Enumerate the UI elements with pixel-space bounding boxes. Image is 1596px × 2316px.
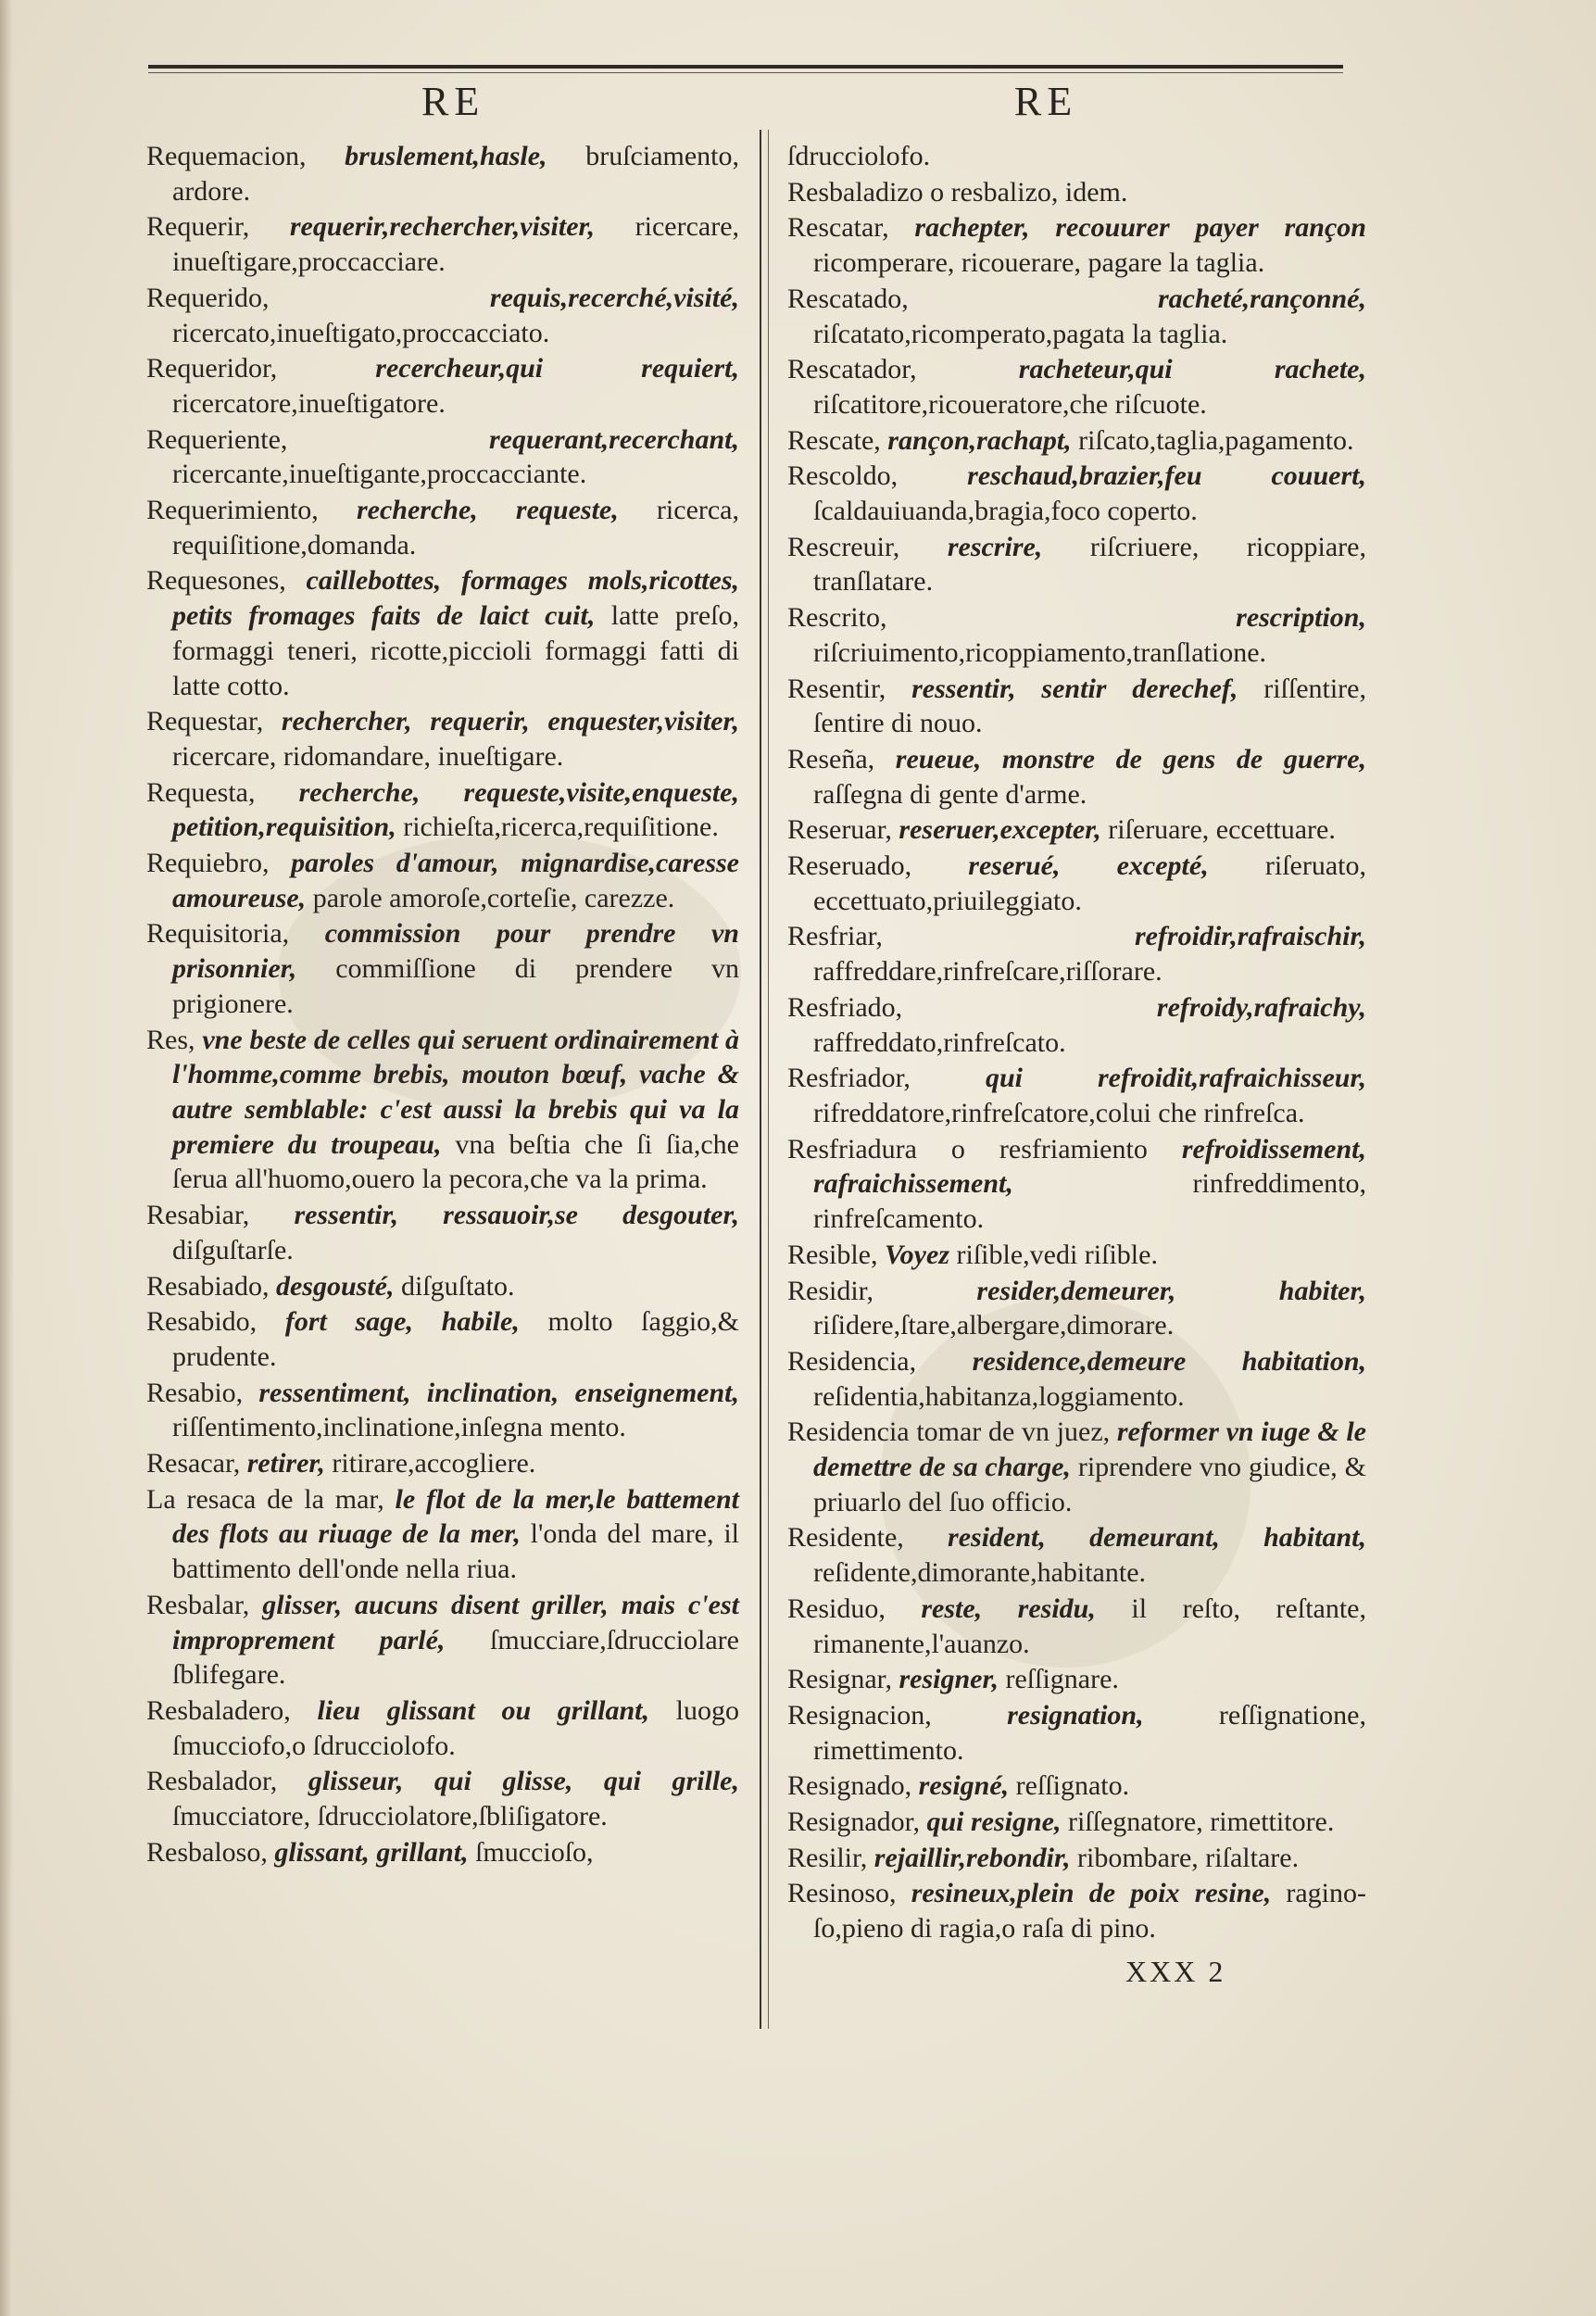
running-head-right: RE <box>1014 79 1078 124</box>
french-gloss: retirer, <box>246 1448 325 1479</box>
french-gloss: rejaillir,rebondir, <box>873 1842 1071 1873</box>
french-gloss: bruslement,hasle, <box>345 141 547 171</box>
page-edge <box>0 0 13 2316</box>
headword: Residente, <box>787 1522 904 1554</box>
dictionary-entry <box>146 281 739 350</box>
french-gloss: rescrire, <box>947 531 1043 562</box>
italian-gloss: ricercato,inueſtigato,proccacciato. <box>172 317 550 348</box>
french-gloss: desgousté, <box>275 1270 395 1302</box>
headword: Requesones, <box>146 565 286 597</box>
italian-gloss: reſidentia,habitanza,loggiamento. <box>813 1380 1185 1412</box>
dictionary-entry <box>146 139 739 208</box>
italian-gloss: diſguſtarſe. <box>172 1234 294 1265</box>
headword: Requesta, <box>146 776 256 808</box>
headword: Residuo, <box>787 1592 886 1624</box>
headword: Resinoso, <box>787 1878 897 1909</box>
french-gloss: rachepter, recouurer payer rançon <box>914 212 1366 244</box>
italian-gloss: riſcatitore,ricoueratore,che riſcuote. <box>813 388 1207 420</box>
italian-gloss: reſſignare. <box>1005 1664 1119 1695</box>
french-gloss: resigner, <box>899 1664 999 1695</box>
italian-gloss: ribombare, riſaltare. <box>1077 1842 1300 1873</box>
italian-gloss: riſcato,taglia,pagamento. <box>1078 424 1354 456</box>
italian-gloss: bruſciamento, ardore. <box>172 141 740 207</box>
headword: Resbaladero, <box>146 1694 291 1726</box>
italian-gloss: commiſſione di prendere vn prigionere. <box>172 953 739 1019</box>
french-gloss: resident, demeurant, habitant, <box>948 1522 1367 1554</box>
headword: Resacar, <box>146 1448 241 1479</box>
headword: Rescatado, <box>787 283 909 314</box>
dictionary-entry <box>787 1274 1366 1343</box>
italian-gloss: l'onda del mare, il battimento dell'onde nella riua. <box>172 1518 739 1585</box>
french-gloss: glisser, aucuns disent griller, mais c'est improprement parlé, <box>172 1589 740 1655</box>
french-gloss: qui refroidit,rafraichisseur, <box>985 1063 1367 1094</box>
french-gloss: le flot de la mer,le battement des flots au riuage de la mer, <box>172 1483 740 1550</box>
headword: Requeridor, <box>146 353 278 384</box>
french-gloss: glisseur, qui glisse, qui grille, <box>308 1766 739 1797</box>
italian-gloss: reſidente,dimorante,habitante. <box>813 1557 1147 1589</box>
dictionary-entry <box>146 209 739 279</box>
right-column <box>787 139 1366 1947</box>
dictionary-entry <box>787 849 1366 918</box>
headword: Resabio, <box>146 1377 244 1408</box>
italian-gloss: riprendere vno giudice, & priuarlo del ſuo officio. <box>813 1452 1367 1517</box>
french-gloss: fort sage, habile, <box>284 1306 520 1338</box>
italian-gloss: raſſegna di gente d'arme. <box>813 778 1087 810</box>
headword: Resbaloso, <box>146 1836 268 1868</box>
dictionary-entry <box>787 1841 1366 1876</box>
dictionary-entry <box>787 175 1366 210</box>
italian-gloss: riſcriuere, ricoppiare, tranſlatare. <box>813 531 1366 598</box>
french-gloss: reschaud,brazier,feu couuert, <box>967 460 1366 492</box>
dictionary-entry <box>787 990 1366 1060</box>
headword: Resbalar, <box>146 1589 250 1620</box>
dictionary-entry <box>787 423 1366 459</box>
headword: Rescatar, <box>787 212 889 244</box>
french-gloss: glissant, grillant, <box>274 1836 469 1868</box>
dictionary-entry <box>787 282 1366 351</box>
headword: Rescreuir, <box>787 531 900 562</box>
italian-gloss: molto ſaggio,& prudente. <box>172 1306 739 1372</box>
french-gloss: reseruer,excepter, <box>899 814 1101 846</box>
italian-gloss: ſdrucciolofo. <box>787 141 931 171</box>
dictionary-entry <box>787 1132 1366 1237</box>
dictionary-entry <box>787 210 1366 280</box>
headword: Requisitoria, <box>146 918 290 950</box>
dictionary-entry <box>146 1376 739 1445</box>
italian-gloss: reſſignatione, rimettimento. <box>813 1699 1367 1766</box>
headword: Resfriador, <box>787 1063 911 1094</box>
headword: Reseña, <box>787 743 875 774</box>
headword: Resignar, <box>787 1664 892 1695</box>
french-gloss: commission pour prendre vn prisonnier, <box>172 918 739 985</box>
dictionary-entry <box>146 1835 739 1870</box>
signature-mark: XXX 2 <box>1125 1955 1226 1988</box>
french-gloss: requerant,recerchant, <box>489 423 739 455</box>
italian-gloss: raffreddare,rinfreſcare,riſſorare. <box>813 956 1162 988</box>
italian-gloss: ſmucciare,ſdrucciolare ſblifegare. <box>172 1624 739 1691</box>
dictionary-entry <box>787 600 1366 670</box>
italian-gloss: raffreddato,rinfreſcato. <box>813 1026 1066 1058</box>
italian-gloss: diſguſtato. <box>400 1270 515 1302</box>
dictionary-entry <box>787 1698 1366 1768</box>
italian-gloss: ſcaldauiuanda,bragia,foco coperto. <box>813 496 1198 527</box>
headword: Resfriadura o resfriamiento <box>787 1133 1148 1164</box>
running-head-left: RE <box>421 79 485 124</box>
headword: Residencia tomar de vn juez, <box>787 1416 1111 1448</box>
italian-gloss: ricercare, inueſtigare,proccacciare. <box>172 211 740 278</box>
headword: Resignacion, <box>787 1699 932 1731</box>
dictionary-entry <box>787 1592 1366 1661</box>
dictionary-entry <box>787 1415 1366 1519</box>
french-gloss: refroidir,rafraischir, <box>1134 921 1366 952</box>
dictionary-entry <box>787 352 1366 422</box>
dictionary-entry <box>787 672 1366 741</box>
headword: Requerir, <box>146 211 250 243</box>
dictionary-entry <box>146 351 739 421</box>
french-gloss: reste, residu, <box>921 1592 1096 1624</box>
top-rule <box>148 65 1343 69</box>
headword: Resignado, <box>787 1770 912 1802</box>
headword: Reseruado, <box>787 850 912 882</box>
headword: Rescoldo, <box>787 460 899 492</box>
dictionary-entry <box>787 139 1366 174</box>
column-divider <box>760 130 761 2029</box>
italian-gloss: rifreddatore,rinfreſcatore,colui che rinfreſca. <box>813 1097 1305 1128</box>
french-gloss: residence,demeure habitation, <box>972 1345 1367 1377</box>
headword: Resbaladizo o resbalizo, <box>787 176 1059 208</box>
italian-gloss: riſſentire, ſentire di nouo. <box>813 673 1366 739</box>
french-gloss: resigné, <box>918 1770 1010 1802</box>
left-column <box>146 139 739 1870</box>
italian-gloss: parole amoroſe,corteſie, carezze. <box>312 882 675 913</box>
headword: Rescrito, <box>787 602 887 634</box>
italian-gloss: idem. <box>1064 176 1128 208</box>
italian-gloss: ricercante,inueſtigante,proccacciante. <box>172 459 587 490</box>
dictionary-entry <box>146 563 739 703</box>
italian-gloss: luogo ſmucciofo,o ſdrucciolofo. <box>172 1694 739 1761</box>
dictionary-entry <box>787 459 1366 528</box>
french-gloss: rescription, <box>1236 602 1366 634</box>
top-rule-thin <box>148 72 1343 73</box>
dictionary-entry <box>146 1269 739 1304</box>
headword: Requestar, <box>146 706 264 737</box>
dictionary-entry <box>146 1304 739 1374</box>
italian-gloss: riſeruato, eccettuato,priuileggiato. <box>813 850 1367 916</box>
headword: Resabido, <box>146 1306 258 1338</box>
dictionary-entry <box>146 422 739 492</box>
italian-gloss: rinfreddimento, rinfreſcamento. <box>813 1168 1366 1235</box>
headword: Residir, <box>787 1275 873 1306</box>
italian-gloss: ſmucciatore, ſdrucciolatore,ſbliſigatore. <box>172 1801 608 1832</box>
italian-gloss: ricerca, requiſitione,domanda. <box>172 495 739 560</box>
french-gloss: paroles d'amour, mignardise,caresse amoureuse, <box>172 848 739 913</box>
dictionary-entry <box>146 1588 739 1693</box>
italian-gloss: riſcriuimento,ricoppiamento,tranſlatione. <box>813 636 1267 668</box>
dictionary-entry <box>146 846 739 915</box>
italian-gloss: ricomperare, ricouerare, pagare la taglia. <box>813 247 1265 279</box>
french-gloss: reserué, excepté, <box>968 850 1209 882</box>
italian-gloss: richieſta,ricerca,requiſitione. <box>403 812 719 843</box>
headword: Requiebro, <box>146 848 270 879</box>
french-gloss: recherche, requeste,visite,enqueste, petition,requisition, <box>172 776 739 843</box>
italian-gloss: ragino-ſo,pieno di ragia,o raſa di pino. <box>813 1878 1367 1945</box>
dictionary-entry <box>146 916 739 1021</box>
italian-gloss: latte preſo, formaggi teneri, ricotte,piccioli formaggi fatti di latte cotto. <box>172 600 739 701</box>
french-gloss: resider,demeurer, habiter, <box>976 1275 1366 1306</box>
italian-gloss: ritirare,accogliere. <box>332 1448 536 1479</box>
french-gloss: recherche, requeste, <box>356 495 619 526</box>
french-gloss: reformer vn iuge & le demettre de sa charge, <box>813 1416 1366 1483</box>
headword: Resfriado, <box>787 991 903 1023</box>
french-gloss: refroidy,rafraichy, <box>1156 991 1366 1023</box>
italian-gloss: riſcatato,ricomperato,pagata la taglia. <box>813 318 1228 349</box>
french-gloss: refroidissement, rafraichissement, <box>813 1133 1366 1200</box>
dictionary-entry <box>146 1693 739 1763</box>
dictionary-entry <box>787 530 1366 599</box>
italian-gloss: ricercatore,inueſtigatore. <box>172 387 446 419</box>
dictionary-entry <box>787 1805 1366 1840</box>
french-gloss: vne beste de celles qui seruent ordinairement à l'homme,comme brebis, mouton bœuf, vache & autre semblable: c'est aussi la brebis qui va la premiere du troupeau, <box>172 1024 739 1160</box>
french-gloss: recercheur,qui requiert, <box>375 353 739 384</box>
italian-gloss: il reſto, reſtante, rimanente,l'auanzo. <box>813 1592 1367 1659</box>
french-gloss: racheté,rançonné, <box>1158 283 1366 314</box>
dictionary-entry <box>146 1446 739 1481</box>
french-gloss: ressentiment, inclination, enseignement, <box>258 1377 740 1408</box>
french-gloss: resignation, <box>1007 1699 1144 1731</box>
dictionary-entry <box>146 704 739 774</box>
french-gloss: rançon,rachapt, <box>887 424 1072 456</box>
headword: Resbalador, <box>146 1766 278 1797</box>
french-gloss: requerir,rechercher,visiter, <box>289 211 596 243</box>
headword: Rescatador, <box>787 354 917 385</box>
french-gloss: caillebottes, formages mols,ricottes, petits fromages faits de laict cuit, <box>172 565 739 632</box>
dictionary-entry <box>787 1876 1366 1945</box>
french-gloss: ressentir, sentir derechef, <box>911 673 1238 704</box>
italian-gloss: riſible,vedi riſible. <box>956 1239 1158 1270</box>
headword: Resfriar, <box>787 921 883 952</box>
headword: Resabiar, <box>146 1200 250 1231</box>
headword: La resaca de la mar, <box>146 1483 384 1515</box>
italian-gloss: ricercare, ridomandare, inueſtigare. <box>172 740 564 772</box>
headword: Requerimiento, <box>146 495 319 526</box>
italian-gloss: riſidere,ſtare,albergare,dimorare. <box>813 1310 1175 1341</box>
french-gloss: requis,recerché,visité, <box>489 282 739 313</box>
column-divider-thin <box>768 130 769 2029</box>
headword: Requemacion, <box>146 141 307 171</box>
dictionary-entry <box>146 1764 739 1833</box>
french-gloss: resineux,plein de poix resine, <box>911 1878 1272 1909</box>
headword: Resignador, <box>787 1806 920 1838</box>
dictionary-entry <box>787 1662 1366 1697</box>
french-gloss: reueue, monstre de gens de guerre, <box>895 743 1367 774</box>
dictionary-entry <box>787 812 1366 848</box>
dictionary-entry <box>787 1520 1366 1590</box>
italian-gloss: riſſegnatore, rimettitore. <box>1067 1806 1335 1838</box>
french-gloss: lieu glissant ou grillant, <box>317 1694 649 1726</box>
headword: Requeriente, <box>146 423 288 455</box>
italian-gloss: riſeruare, eccettuare. <box>1108 814 1336 846</box>
dictionary-entry <box>787 1238 1366 1273</box>
headword: Resible, <box>787 1239 878 1270</box>
italian-gloss: ſmuccioſo, <box>475 1836 594 1868</box>
dictionary-entry <box>146 1023 739 1198</box>
italian-gloss: vna beſtia che ſi ſia,che ſerua all'huomo,ouero la pecora,che va la prima. <box>172 1128 739 1195</box>
headword: Rescate, <box>787 424 881 456</box>
french-gloss: rechercher, requerir, enquester,visiter, <box>281 706 739 737</box>
dictionary-entry <box>787 1061 1366 1130</box>
headword: Resilir, <box>787 1842 868 1873</box>
italian-gloss: riſſentimento,inclinatione,inſegna mento. <box>172 1412 626 1443</box>
french-gloss: ressentir, ressauoir,se desgouter, <box>294 1200 740 1231</box>
headword: Reseruar, <box>787 814 892 846</box>
dictionary-entry <box>787 1344 1366 1414</box>
headword: Res, <box>146 1024 195 1055</box>
headword: Residencia, <box>787 1345 917 1377</box>
headword: Requerido, <box>146 282 270 313</box>
italian-gloss: reſſignato. <box>1015 1770 1130 1802</box>
dictionary-entry <box>146 1198 739 1267</box>
headword: Resabiado, <box>146 1270 270 1302</box>
french-gloss: racheteur,qui rachete, <box>1018 354 1366 385</box>
french-gloss: Voyez <box>885 1239 949 1270</box>
dictionary-entry <box>146 1482 739 1587</box>
dictionary-entry <box>787 1768 1366 1804</box>
french-gloss: qui resigne, <box>926 1806 1062 1838</box>
dictionary-entry <box>146 775 739 845</box>
dictionary-entry <box>146 493 739 562</box>
dictionary-entry <box>787 919 1366 988</box>
headword: Resentir, <box>787 673 886 704</box>
dictionary-entry <box>787 742 1366 812</box>
